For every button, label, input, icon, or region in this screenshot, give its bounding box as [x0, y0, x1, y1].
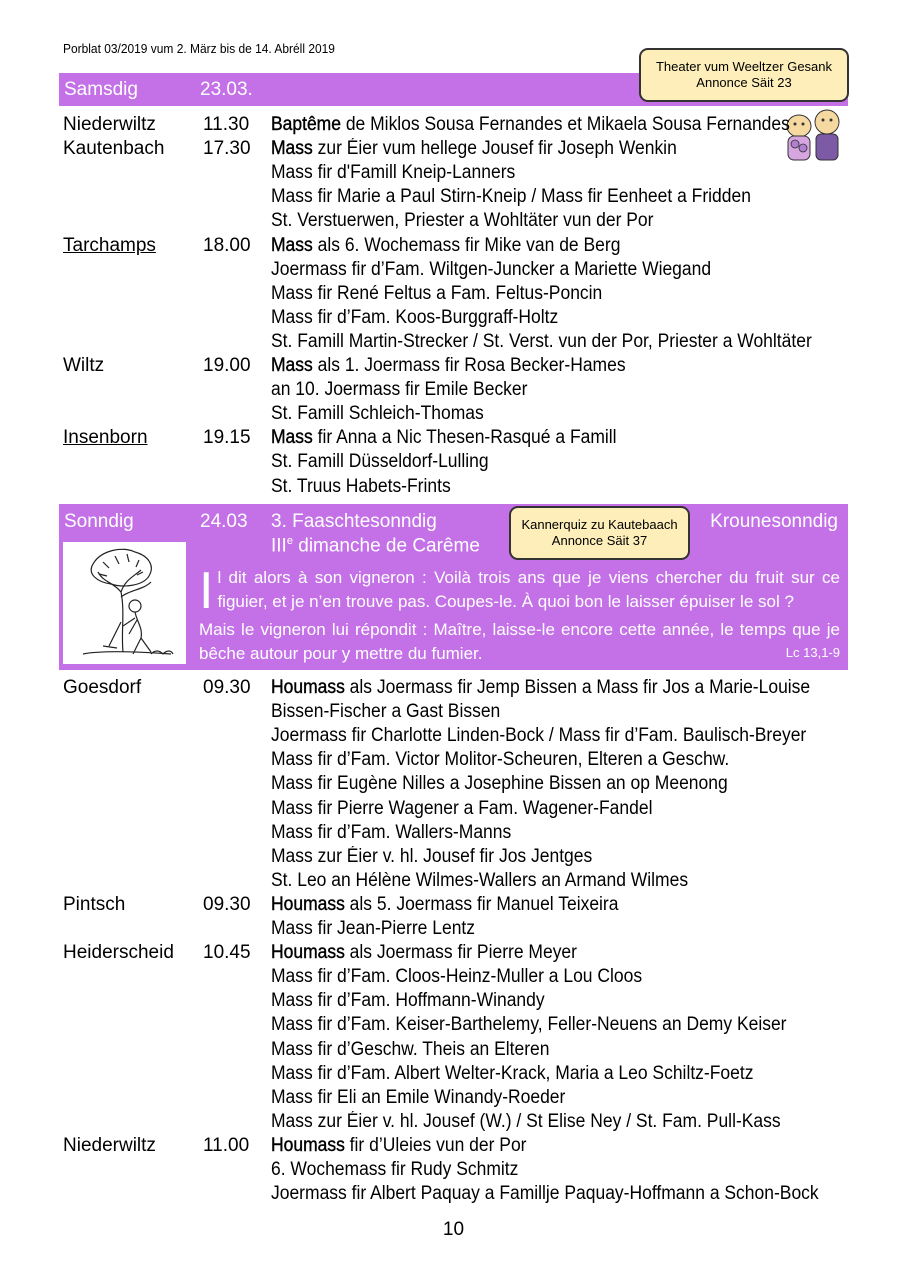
gospel-reference: Lc 13,1-9: [785, 645, 840, 660]
schedule-line: [271, 185, 751, 209]
schedule-line: [271, 1182, 819, 1206]
mass-time: 17.30: [203, 138, 251, 160]
vigneron-illustration: [63, 542, 186, 664]
schedule-line: [271, 772, 728, 796]
schedule-line: [271, 821, 511, 845]
schedule-line: [271, 869, 688, 893]
schedule-text: Mass fir Marie a Paul Stirn-Kneip / Mass fir Eenheet a Fridden: [271, 186, 751, 208]
schedule-text: zur Éier vum hellege Jousef fir Joseph Wenkin: [312, 138, 677, 160]
service-type: Houmass: [271, 677, 345, 698]
location-name: Pintsch: [63, 893, 126, 915]
schedule-line: [271, 306, 558, 330]
schedule-text: Mass fir Jean-Pierre Lentz: [271, 918, 476, 939]
schedule-text: Mass fir Eli an Emile Winandy-Roeder: [271, 1086, 566, 1108]
schedule-line: [271, 1134, 527, 1158]
service-type: Houmass: [271, 893, 345, 915]
schedule-text: Mass fir d’Fam. Koos-Burggraff-Holtz: [271, 306, 559, 328]
mass-time: 19.15: [203, 427, 251, 449]
schedule-line: [271, 475, 451, 499]
schedule-line: [271, 258, 711, 282]
tree-gardener-icon: [63, 542, 186, 664]
mass-time: 18.00: [203, 234, 251, 256]
schedule-text: Joermass fir d’Fam. Wiltgen-Juncker a Mariette Wiegand: [271, 258, 712, 280]
schedule-text: Mass fir René Feltus a Fam. Feltus-Poncin: [271, 282, 603, 304]
quote-text-2: Mais le vigneron lui répondit : Maître, laisse-le encore cette année, le temps que je bêche autour pour y mettre du fumier.: [199, 620, 840, 663]
schedule-line: [271, 989, 545, 1013]
sunday-date: 24.03: [200, 511, 248, 532]
service-type: Mass: [271, 234, 313, 256]
schedule-text: St. Famill Düsseldorf-Lulling: [271, 451, 489, 473]
page-header: Porblat 03/2019 vum 2. März bis de 14. Abréll 2019: [63, 41, 335, 56]
schedule-line: [271, 748, 729, 772]
service-type: Houmass: [271, 942, 345, 964]
schedule-line: [271, 700, 500, 724]
quote-text-1: l dit alors à son vigneron : Voilà trois ans que je viens chercher du fruit sur ce figuier, et je n’en trouve pas. Coupes-le. À quoi bon le laisser épuiser le sol ?: [217, 568, 840, 611]
schedule-text: de Miklos Sousa Fernandes et Mikaela Sousa Fernandes: [340, 114, 790, 135]
theater-callout-line1: Theater vum Weeltzer Gesank: [655, 59, 833, 74]
mass-time: 09.30: [203, 893, 251, 915]
mass-time: 19.00: [203, 355, 251, 376]
schedule-text: St. Truus Habets-Frints: [271, 475, 451, 497]
schedule-text: Mass fir d’Fam. Keiser-Barthelemy, Feller-Neuens an Demy Keiser: [271, 1014, 787, 1036]
gospel-quote: [199, 562, 840, 620]
quote-dropcap: I: [199, 562, 214, 620]
service-type: Mass: [271, 138, 313, 160]
schedule-line: [271, 450, 489, 474]
schedule-text: Mass fir d'Famill Kneip-Lanners: [271, 162, 516, 184]
schedule-text: als 6. Wochemass fir Mike van de Berg: [312, 234, 621, 256]
kannerquiz-callout-line2: Annonce Säit 37: [551, 533, 648, 548]
schedule-text: als Joermass fir Jemp Bissen a Mass fir Jos a Marie-Louise: [344, 677, 811, 698]
schedule-line: [271, 1038, 550, 1062]
schedule-line: [271, 941, 577, 965]
schedule-line: [271, 426, 617, 450]
mass-time: 09.30: [203, 677, 251, 698]
service-type: Baptême: [271, 114, 341, 135]
mass-time: 11.30: [203, 114, 250, 135]
schedule-line: [271, 724, 806, 748]
schedule-line: [271, 282, 602, 306]
schedule-text: an 10. Joermass fir Emile Becker: [271, 379, 528, 401]
sunday-title-right: Krounesonndig: [710, 511, 838, 532]
location-name: Tarchamps: [63, 234, 156, 256]
schedule-line: [271, 1062, 753, 1086]
schedule-text: Mass fir d’Fam. Albert Welter-Krack, Maria a Leo Schiltz-Foetz: [271, 1062, 754, 1084]
sunday-subtitle: IIIe dimanche de Carême: [271, 535, 480, 557]
service-type: Mass: [271, 355, 313, 376]
mass-time: 10.45: [203, 942, 251, 964]
schedule-line: [271, 330, 812, 354]
schedule-text: Mass fir d’Fam. Victor Molitor-Scheuren, Elteren a Geschw.: [271, 749, 730, 771]
schedule-text: 6. Wochemass fir Rudy Schmitz: [271, 1159, 519, 1180]
schedule-line: [271, 354, 626, 378]
location-name: Kautenbach: [63, 138, 165, 160]
schedule-line: [271, 113, 790, 137]
schedule-text: als 5. Joermass fir Manuel Teixeira: [344, 893, 619, 915]
location-name: Heiderscheid: [63, 942, 174, 964]
schedule-text: St. Famill Schleich-Thomas: [271, 403, 484, 425]
schedule-text: St. Famill Martin-Strecker / St. Verst. vun der Por, Priester a Wohltäter: [271, 330, 812, 352]
schedule-text: Joermass fir Charlotte Linden-Bock / Mass fir d’Fam. Baulisch-Breyer: [271, 725, 807, 747]
service-type: Houmass: [271, 1134, 345, 1156]
schedule-line: [271, 1158, 518, 1182]
schedule-text: Mass fir d’Fam. Hoffmann-Winandy: [271, 990, 545, 1012]
children-figures-icon: [781, 104, 847, 164]
location-name: Wiltz: [63, 355, 105, 376]
schedule-line: [271, 234, 620, 258]
location-name: Niederwiltz: [63, 1134, 156, 1156]
schedule-line: [271, 1110, 781, 1134]
schedule-line: [271, 1013, 787, 1037]
schedule-text: Mass fir Eugène Nilles a Josephine Bissen an op Meenong: [271, 773, 728, 795]
saturday-day: Samsdig: [64, 79, 138, 100]
saturday-date: 23.03.: [200, 79, 253, 100]
schedule-text: Mass fir d’Fam. Wallers-Manns: [271, 821, 512, 843]
mass-time: 11.00: [203, 1134, 250, 1156]
schedule-line: [271, 917, 475, 941]
schedule-text: Joermass fir Albert Paquay a Famillje Paquay-Hoffmann a Schon-Bock: [271, 1183, 819, 1205]
service-type: Mass: [271, 427, 313, 449]
schedule-line: [271, 137, 677, 161]
location-name: Goesdorf: [63, 677, 142, 698]
schedule-text: Mass zur Éier v. hl. Jousef (W.) / St Elise Ney / St. Fam. Pull-Kass: [271, 1110, 781, 1132]
schedule-line: [271, 402, 484, 426]
theater-callout: [639, 48, 849, 102]
schedule-text: fir Anna a Nic Thesen-Rasqué a Famill: [312, 427, 617, 449]
sunday-day: Sonndig: [64, 511, 134, 532]
schedule-line: [271, 797, 652, 821]
schedule-text: St. Leo an Hélène Wilmes-Wallers an Armand Wilmes: [271, 869, 689, 891]
location-name: Niederwiltz: [63, 114, 156, 135]
schedule-text: als Joermass fir Pierre Meyer: [344, 942, 577, 964]
schedule-line: [271, 1086, 565, 1110]
schedule-text: Mass fir d’Geschw. Theis an Elteren: [271, 1038, 550, 1060]
schedule-text: Bissen-Fischer a Gast Bissen: [271, 701, 501, 723]
page-number: 10: [442, 1219, 465, 1240]
schedule-text: Mass fir Pierre Wagener a Fam. Wagener-Fandel: [271, 797, 653, 819]
schedule-text: fir d’Uleies vun der Por: [344, 1134, 527, 1156]
schedule-line: [271, 893, 618, 917]
schedule-text: Mass zur Éier v. hl. Jousef fir Jos Jentges: [271, 845, 593, 867]
kannerquiz-callout: [509, 506, 690, 560]
schedule-text: St. Verstuerwen, Priester a Wohltäter vun der Por: [271, 210, 654, 232]
kannerquiz-callout-line1: Kannerquiz zu Kautebaach: [521, 517, 678, 532]
schedule-line: [271, 676, 810, 700]
sunday-title: 3. Faaschtesonndig: [271, 511, 437, 532]
schedule-line: [271, 378, 527, 402]
schedule-line: [271, 209, 653, 233]
schedule-text: als 1. Joermass fir Rosa Becker-Hames: [312, 355, 626, 376]
schedule-line: [271, 965, 642, 989]
schedule-line: [271, 845, 592, 869]
schedule-text: Mass fir d’Fam. Cloos-Heinz-Muller a Lou Cloos: [271, 966, 643, 988]
theater-callout-line2: Annonce Säit 23: [696, 75, 792, 90]
schedule-line: [271, 161, 515, 185]
location-name: Insenborn: [63, 427, 148, 449]
